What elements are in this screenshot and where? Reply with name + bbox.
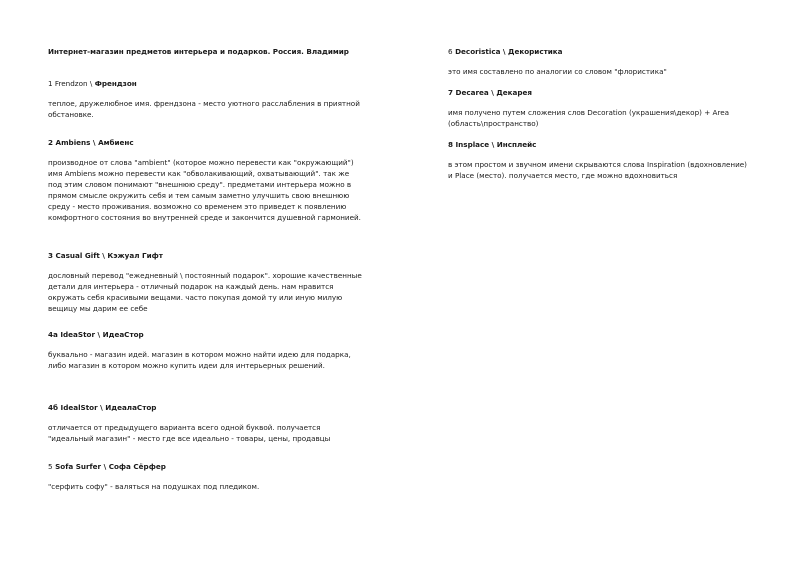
option-heading	[448, 139, 748, 150]
name-option-8	[448, 139, 748, 181]
heading-prefix: 1 Frendzon \	[48, 79, 93, 88]
option-description: это имя составлено по аналогии со словом "флористика"	[448, 67, 667, 76]
name-option-5	[48, 461, 363, 492]
heading-name: 2 Ambiens \ Амбиенс	[48, 138, 134, 147]
option-description: теплое, дружелюбное имя. френдзона - место уютного расслабления в приятной обстановке.	[48, 99, 360, 119]
option-description: дословный перевод "ежедневный \ постоянный подарок". хорошие качественные детали для интерьера - отличный подарок на каждый день. нам нравится окружать себя красивыми вещами. часто покупая домой ту или иную милую вещицу мы дарим ее себе	[48, 271, 362, 313]
option-description: производное от слова "ambient" (которое можно перевести как "окружающий") имя Ambiens можно перевести как "обволакивающий, охватывающий". так же под этим словом понимают "внешнюю среду". предметами интерьера можно в прямом смысле окружить себя и тем самым заметно улучшить свою внешнюю среду - место проживания. возможно со временем это приведет к появлению комфортного состояния во внутренней среде и закончится душевной гармонией.	[48, 158, 361, 222]
option-description: "серфить софу" - валяться на подушках под пледиком.	[48, 482, 260, 491]
option-heading	[48, 402, 363, 413]
name-option-4a	[48, 329, 363, 371]
name-option-2	[48, 137, 363, 223]
heading-name: Sofa Surfer \ Софа Сёрфер	[55, 462, 166, 471]
option-heading	[48, 250, 363, 261]
document-title: Интернет-магазин предметов интерьера и подарков. Россия. Владимир	[48, 47, 349, 56]
heading-name: 4б IdealStor \ ИдеалаСтор	[48, 403, 157, 412]
heading-name: 3 Casual Gift \ Кэжуал Гифт	[48, 251, 163, 260]
heading-name: 8 Insplace \ Инсплейс	[448, 140, 537, 149]
option-heading	[48, 461, 363, 472]
option-description: в этом простом и звучном имени скрываются слова Inspiration (вдохновление) и Place (место). получается место, где можно вдохновиться	[448, 160, 747, 180]
heading-name: 7 Decarea \ Декарея	[448, 88, 532, 97]
option-description: отличается от предыдущего варианта всего одной буквой. получается "идеальный магазин" - место где все идеально - товары, цены, продавцы	[48, 423, 331, 443]
option-description: буквально - магазин идей. магазин в котором можно найти идею для подарка, либо магазин в котором можно купить идеи для интерьерных решений.	[48, 350, 351, 370]
option-heading	[48, 78, 363, 89]
option-heading	[48, 137, 363, 148]
heading-prefix: 6	[448, 47, 453, 56]
name-option-3	[48, 250, 363, 314]
name-option-1	[48, 78, 363, 120]
option-description: имя получено путем сложения слов Decoration (украшения\декор) + Area (область\пространство)	[448, 108, 730, 128]
heading-name: 4а IdeaStor \ ИдеаСтор	[48, 330, 144, 339]
heading-prefix: 5	[48, 462, 53, 471]
name-option-4b	[48, 402, 363, 444]
name-option-6	[448, 46, 748, 77]
heading-name: Френдзон	[94, 79, 137, 88]
option-heading	[48, 329, 363, 340]
option-heading	[448, 46, 748, 57]
option-heading	[448, 87, 748, 98]
name-option-7	[448, 87, 748, 129]
heading-name: Decoristica \ Декористика	[455, 47, 563, 56]
